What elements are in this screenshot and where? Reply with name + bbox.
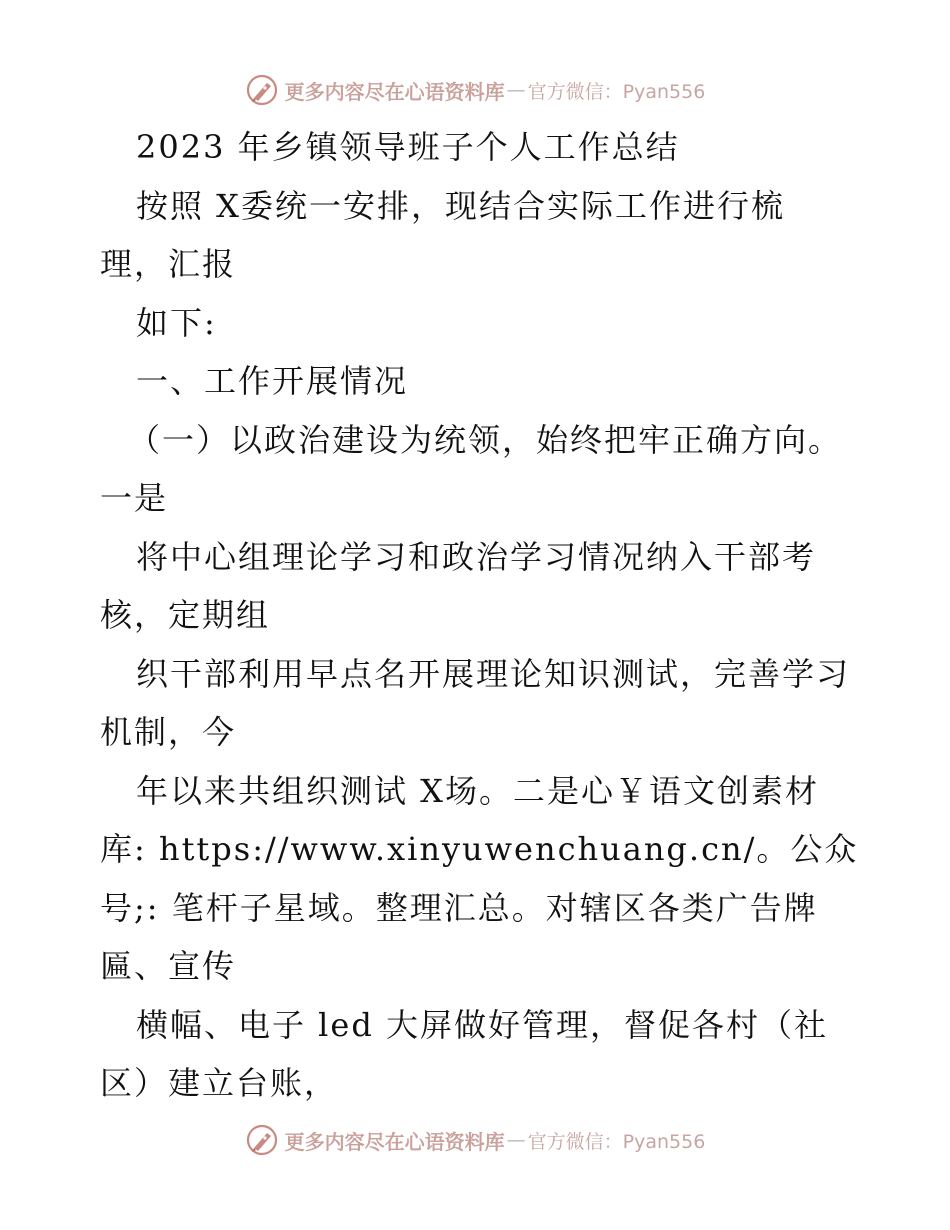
watermark-account: 官方微信：Pyan556: [527, 1130, 706, 1153]
paragraph-line: 年以来共组织测试 X场。二是心￥语文创素材: [136, 771, 819, 810]
watermark-text: 更多内容尽在心语资料库: [284, 79, 505, 104]
paragraph-line: 机制，今: [100, 713, 237, 751]
paragraph-line: 区）建立台账，: [100, 1064, 339, 1102]
watermark-separator: —: [506, 79, 526, 101]
paragraph-line: 织干部利用早点名开展理论知识测试，完善学习: [136, 654, 851, 693]
paragraph-line: 理，汇报: [100, 245, 237, 283]
paragraph-line-url: 库: https://www.xinyuwenchuang.cn/。公众: [100, 830, 859, 868]
paragraph-line: 如下:: [136, 303, 217, 342]
document-body: [100, 118, 860, 1113]
paragraph-line: 一是: [100, 479, 169, 517]
paragraph-line: 将中心组理论学习和政治学习情况纳入干部考: [136, 537, 817, 576]
section-heading: 一、工作开展情况: [136, 362, 409, 400]
paragraph-line: 匾、宣传: [100, 947, 237, 985]
paragraph-line: 横幅、电子 led 大屏做好管理，督促各村（社: [136, 1005, 829, 1044]
watermark-account: 官方微信：Pyan556: [527, 80, 706, 103]
paragraph-line: 核，定期组: [100, 596, 271, 634]
watermark-text: 更多内容尽在心语资料库: [284, 1129, 505, 1154]
pen-nib-logo-icon: [245, 1123, 279, 1157]
footer-watermark-banner: [0, 1120, 950, 1160]
document-title: 2023 年乡镇领导班子个人工作总结: [136, 128, 680, 166]
paragraph-line: 号;: 笔杆子星域。整理汇总。对辖区各类广告牌: [100, 888, 818, 927]
header-watermark-banner: [0, 70, 950, 110]
watermark-separator: —: [506, 1129, 526, 1151]
subsection-heading: （一）以政治建设为统领，始终把牢正确方向。: [128, 420, 843, 459]
paragraph-line: 按照 X委统一安排，现结合实际工作进行梳: [136, 186, 785, 225]
pen-nib-logo-icon: [245, 73, 279, 107]
